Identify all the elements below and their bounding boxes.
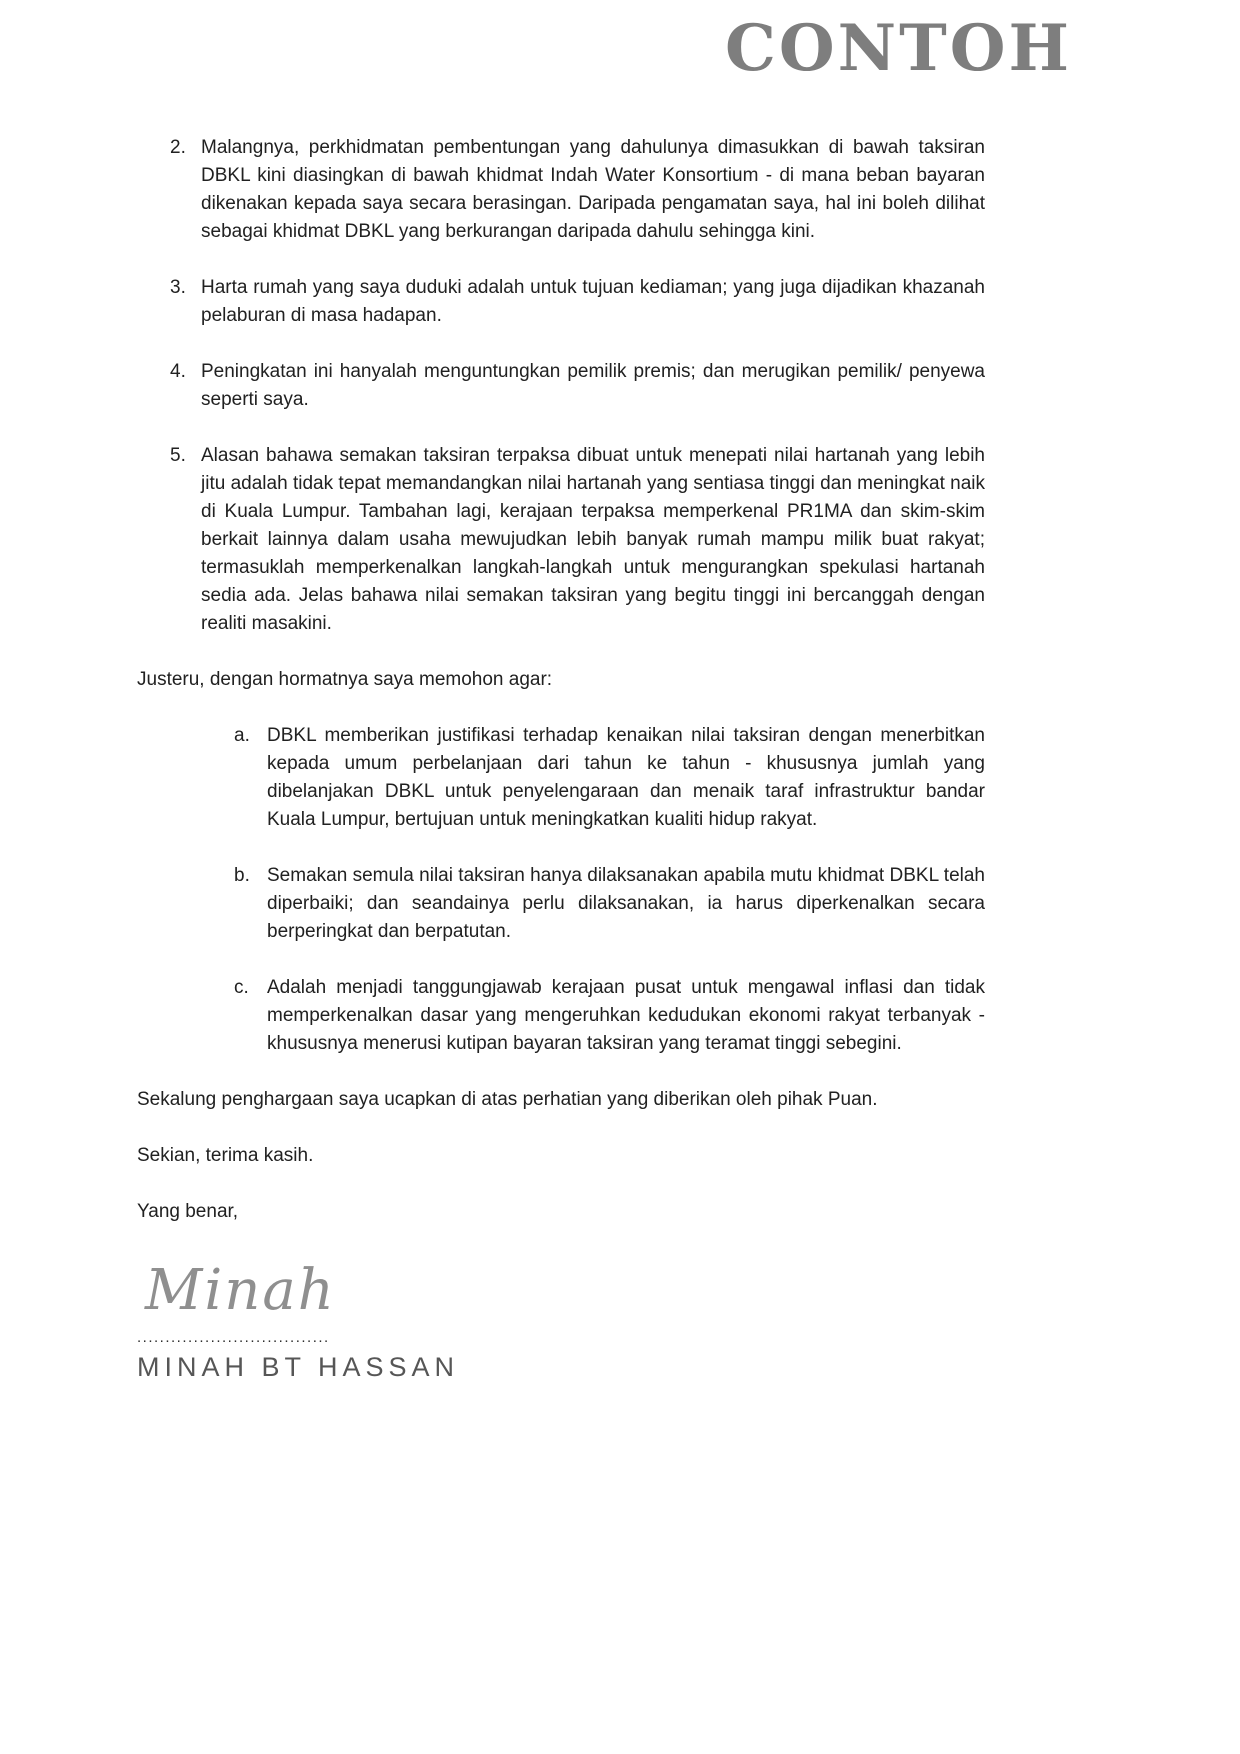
request-intro: Justeru, dengan hormatnya saya memohon agar: — [137, 669, 553, 691]
numbered-item-3 — [170, 274, 985, 330]
item-text: Semakan semula nilai taksiran hanya dilaksanakan apabila mutu khidmat DBKL telah diperbaiki; dan seandainya perlu dilaksanakan, ia harus diperkenalkan secara berperingkat dan berpatutan. — [267, 865, 985, 943]
item-text: Adalah menjadi tanggungjawab kerajaan pusat untuk mengawal inflasi dan tidak memperkenalkan dasar yang mengeruhkan kedudukan ekonomi rakyat terbanyak - khususnya menerusi kutipan bayaran taksiran yang teramat tinggi sebegini. — [267, 977, 985, 1055]
numbered-item-4 — [170, 358, 985, 414]
signatory-name: MINAH BT HASSAN — [137, 1351, 460, 1382]
lettered-item-c — [234, 974, 985, 1058]
numbered-item-5 — [170, 442, 985, 638]
signature-dotted-line: .................................. — [137, 1328, 330, 1346]
item-letter: b. — [234, 865, 250, 887]
salutation-line: Yang benar, — [137, 1201, 239, 1223]
item-text: Malangnya, perkhidmatan pembentungan yang dahulunya dimasukkan di bawah taksiran DBKL kini diasingkan di bawah khidmat Indah Water Konsortium - di mana beban bayaran dikenakan kepada saya secara berasingan. Daripada pengamatan saya, hal ini boleh dilihat sebagai khidmat DBKL yang berkurangan daripada dahulu sehingga kini. — [201, 137, 985, 243]
lettered-item-b — [234, 862, 985, 946]
item-number: 3. — [170, 277, 186, 299]
item-number: 4. — [170, 361, 186, 383]
handwritten-signature: Minah — [145, 1258, 336, 1324]
numbered-item-2 — [170, 134, 985, 246]
appreciation-line: Sekalung penghargaan saya ucapkan di atas perhatian yang diberikan oleh pihak Puan. — [137, 1089, 878, 1111]
lettered-item-a — [234, 722, 985, 834]
item-text: Harta rumah yang saya duduki adalah untuk tujuan kediaman; yang juga dijadikan khazanah pelaburan di masa hadapan. — [201, 277, 985, 327]
item-text: Peningkatan ini hanyalah menguntungkan pemilik premis; dan merugikan pemilik/ penyewa seperti saya. — [201, 361, 985, 411]
sign-off-line: Sekian, terima kasih. — [137, 1145, 314, 1167]
item-number: 5. — [170, 445, 186, 467]
letter-body — [0, 84, 1240, 1421]
item-text: Alasan bahawa semakan taksiran terpaksa dibuat untuk menepati nilai hartanah yang lebih jitu adalah tidak tepat memandangkan nilai hartanah yang sentiasa tinggi dan meningkat naik di Kuala Lumpur. Tambahan lagi, kerajaan terpaksa memperkenal PR1MA dan skim-skim berkait lainnya dalam usaha mewujudkan lebih banyak rumah mampu milik buat rakyat; termasuklah memperkenalkan langkah-langkah untuk mengurangkan spekulasi hartanah sedia ada. Jelas bahawa nilai semakan taksiran yang begitu tinggi ini bercanggah dengan realiti masakini. — [201, 445, 985, 635]
item-letter: c. — [234, 977, 249, 999]
numbered-list — [137, 134, 985, 638]
item-letter: a. — [234, 725, 250, 747]
item-number: 2. — [170, 137, 186, 159]
contoh-watermark: CONTOH — [724, 11, 1072, 86]
item-text: DBKL memberikan justifikasi terhadap kenaikan nilai taksiran dengan menerbitkan kepada umum perbelanjaan dari tahun ke tahun - khususnya jumlah yang dibelanjakan DBKL untuk penyelengaraan dan menaik taraf infrastruktur bandar Kuala Lumpur, bertujuan untuk meningkatkan kualiti hidup rakyat. — [267, 725, 985, 831]
lettered-list — [137, 722, 985, 1058]
